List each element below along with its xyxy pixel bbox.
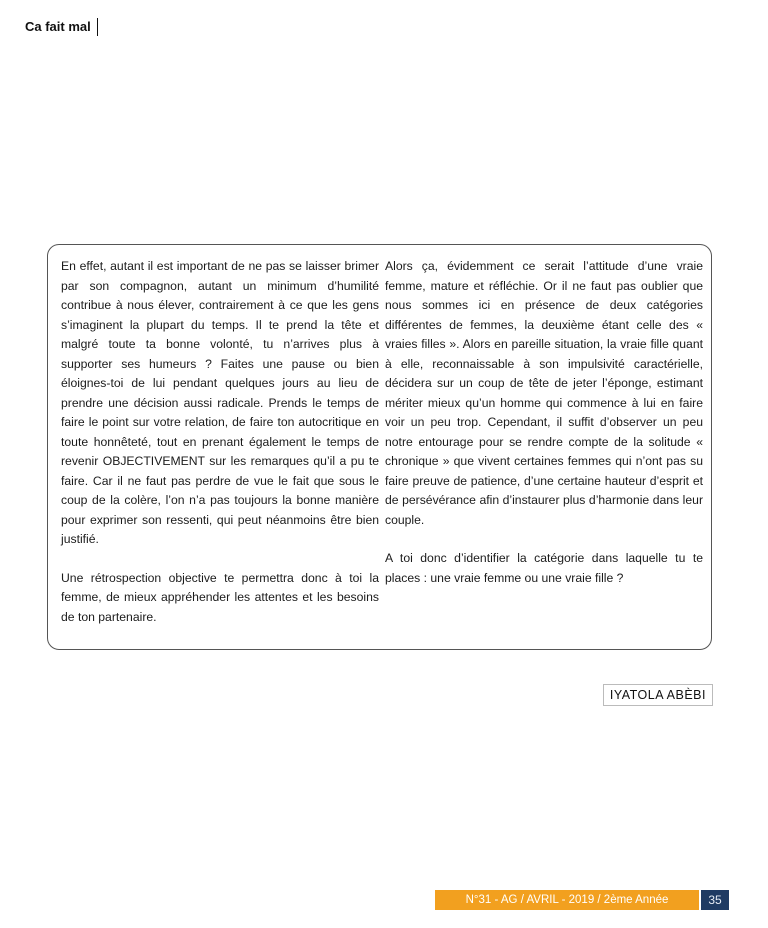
- article-box: [47, 244, 712, 650]
- issue-info-band: N°31 - AG / AVRIL - 2019 / 2ème Année: [435, 890, 699, 910]
- paragraph: En effet, autant il est important de ne pas se laisser brimer par son compagnon, autant un minimum d’humilité contribue à nous élever, contrairement à ce que les gens s’imaginent la plupart du temps. Il te prend la tête et malgré toute ta bonne volonté, tu n’arrives plus à supporter ses humeurs ? Faites une pause ou bien éloignes-toi de lui pendant quelques jours au lieu de prendre une décision aussi radicale. Prends le temps de faire le point sur votre relation, de faire ton autocritique en toute honnêteté, tout en prenant également le temps de revenir OBJECTIVEMENT sur les remarques qu’il a pu te faire. Car il ne faut pas perdre de vue le fait que sous le coup de la colère, l’on n’a pas toujours la bonne manière pour exprimer son ressenti, qui peut néanmoins être bien justifié.: [61, 259, 379, 546]
- section-title: Ca fait mal: [25, 18, 98, 36]
- paragraph: Une rétrospection objective te permettra donc à toi la femme, de mieux appréhender les attentes et les besoins de ton partenaire.: [61, 570, 379, 624]
- page-number: 35: [701, 890, 729, 910]
- paragraph: A toi donc d’identifier la catégorie dans laquelle tu te places : une vraie femme ou une vraie fille ?: [385, 551, 703, 585]
- paragraph: Alors ça, évidemment ce serait l’attitude d’une vraie femme, mature et réfléchie. Or il ne faut pas oublier que nous sommes ici en présence de deux catégories différentes de femmes, la deuxième étant celle des « vraies filles ». Alors en pareille situation, la vraie fille quant à elle, reconnaissable à son impulsivité caractérielle, décidera sur un coup de tête de jeter l’éponge, estimant mériter mieux qu’un homme qui commence à lui en faire voir un peu trop. Cependant, il suffit d’observer un peu notre entourage pour se rendre compte de la solitude « chronique » que vivent certaines femmes qui n’ont pas su faire preuve de patience, d’une certaine hauteur d’esprit et de persévérance afin d’instaurer plus d’harmonie dans leur couple.: [385, 259, 703, 527]
- article-column-right: [385, 257, 703, 588]
- article-column-left: [61, 257, 379, 627]
- author-signature: IYATOLA ABÈBI: [603, 684, 713, 706]
